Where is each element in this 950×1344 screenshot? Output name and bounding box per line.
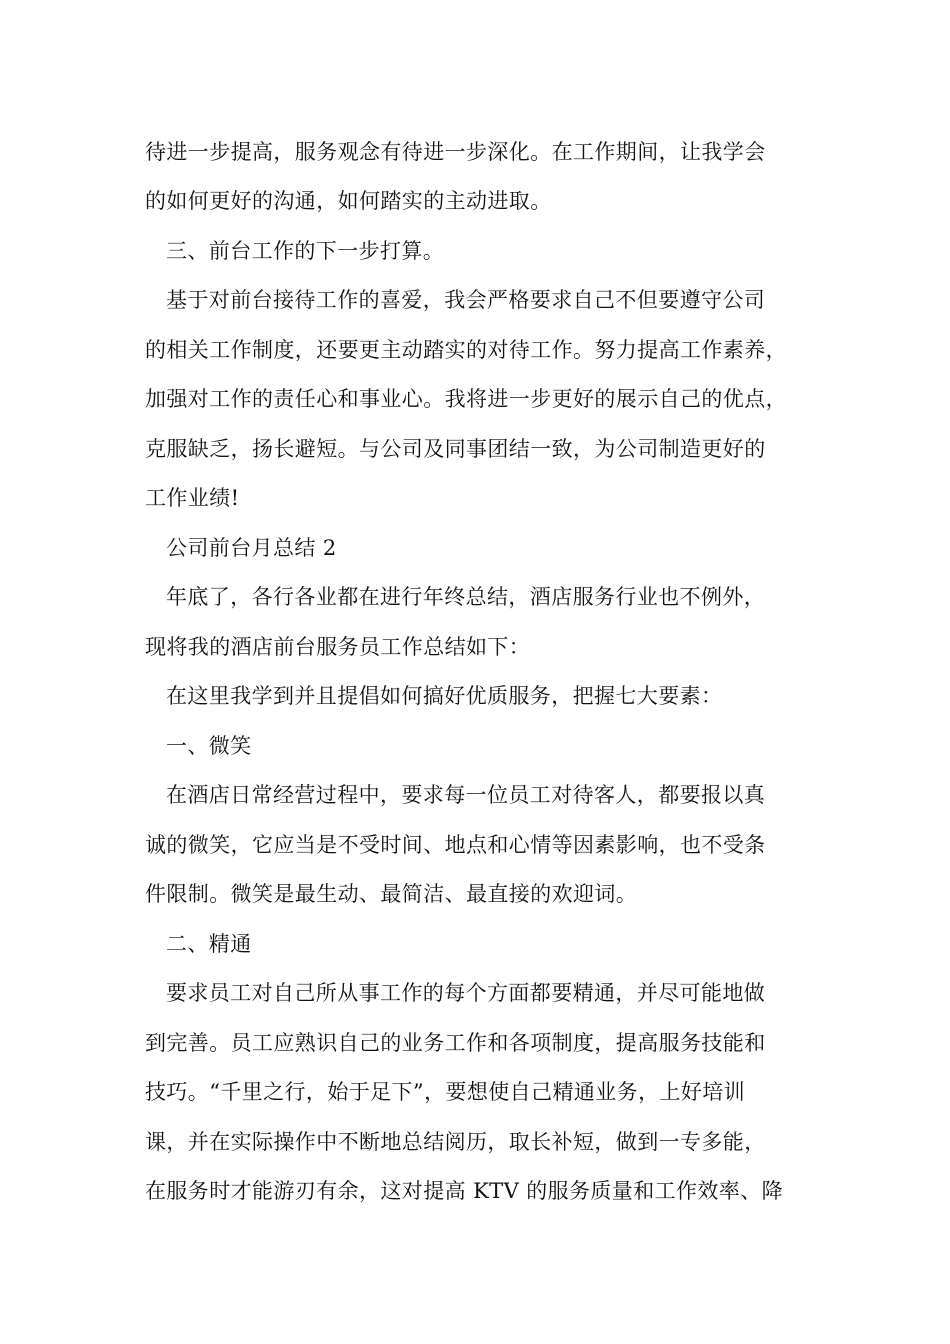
text-line: 克服缺乏，扬长避短。与公司及同事团结一致，为公司制造更好的 (145, 437, 766, 461)
section-heading: 三、前台工作的下一步打算。 (166, 239, 445, 263)
text-line: 工作业绩! (145, 486, 240, 510)
document-title: 公司前台月总结 2 (166, 536, 337, 560)
text-line: 基于对前台接待工作的喜爱，我会严格要求自己不但要遵守公司 (166, 288, 766, 312)
text-line: 件限制。微笑是最生动、最简洁、最直接的欢迎词。 (145, 882, 638, 906)
text-line: 在酒店日常经营过程中，要求每一位员工对待客人，都要报以真 (166, 783, 766, 807)
text-line: 要求员工对自己所从事工作的每个方面都要精通，并尽可能地做 (166, 981, 766, 1005)
text-line: 到完善。员工应熟识自己的业务工作和各项制度，提高服务技能和 (145, 1031, 766, 1055)
text-line: 在服务时才能游刃有余，这对提高 KTV 的服务质量和工作效率、降 (145, 1179, 784, 1203)
text-line: 的如何更好的沟通，如何踏实的主动进取。 (145, 189, 552, 213)
text-line: 的相关工作制度，还要更主动踏实的对待工作。努力提高工作素养， (145, 338, 787, 362)
section-heading: 二、精通 (166, 932, 252, 956)
text-line: 加强对工作的责任心和事业心。我将进一步更好的展示自己的优点， (145, 387, 787, 411)
text-line: 在这里我学到并且提倡如何搞好优质服务，把握七大要素： (166, 684, 723, 708)
text-line: 课，并在实际操作中不断地总结阅历，取长补短，做到一专多能， (145, 1130, 766, 1154)
text-line: 年底了，各行各业都在进行年终总结，酒店服务行业也不例外， (166, 585, 766, 609)
text-line: 待进一步提高，服务观念有待进一步深化。在工作期间，让我学会 (145, 140, 766, 164)
text-line: 诚的微笑，它应当是不受时间、地点和心情等因素影响，也不受条 (145, 833, 766, 857)
text-line: 技巧。“千里之行，始于足下”，要想使自己精通业务，上好培训 (145, 1080, 746, 1104)
text-line: 现将我的酒店前台服务员工作总结如下： (145, 635, 531, 659)
section-heading: 一、微笑 (166, 734, 252, 758)
